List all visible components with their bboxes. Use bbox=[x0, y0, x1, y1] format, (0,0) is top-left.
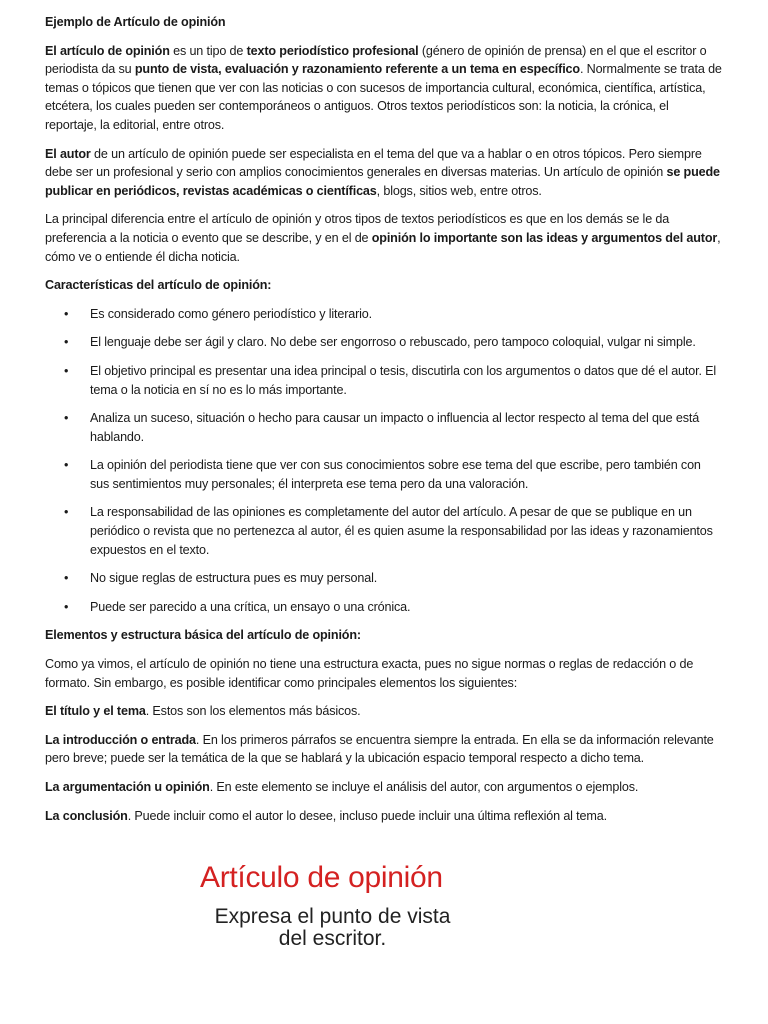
bullet-icon: • bbox=[64, 505, 69, 520]
author-paragraph: El autor de un artículo de opinión puede ser especialista en el tema del que va a hablar o en otros tópicos. Pero siempre debe ser un profesional y serio con amplios conocimientos generales en diversas materias. Un artículo de opinión se puede publicar en periódicos, revistas académicas o científicas, blogs, sitios web, entre otros. bbox=[45, 146, 720, 198]
document-title: Ejemplo de Artículo de opinión bbox=[45, 15, 226, 29]
list-item: • Puede ser parecido a una crítica, un ensayo o una crónica. bbox=[45, 598, 723, 617]
bullet-icon: • bbox=[64, 411, 69, 426]
structure-heading: Elementos y estructura básica del artículo de opinión: bbox=[45, 628, 361, 643]
list-item: • El lenguaje debe ser ágil y claro. No debe ser engorroso o rebuscado, pero tampoco coloquial, vulgar ni simple. bbox=[45, 333, 723, 352]
graphic-subtitle: Expresa el punto de vista del escritor. bbox=[214, 905, 451, 950]
difference-paragraph: La principal diferencia entre el artículo de opinión y otros tipos de textos periodísticos es que en los demás se le da preferencia a la noticia o evento que se describe, y en el de opinión lo importante son las ideas y argumentos del autor, cómo ve o entiende él dicha noticia. bbox=[45, 212, 721, 264]
bullet-icon: • bbox=[64, 335, 69, 350]
features-list bbox=[45, 305, 723, 617]
document-body bbox=[45, 13, 723, 825]
opinion-article-graphic bbox=[200, 860, 520, 950]
bullet-icon: • bbox=[64, 458, 69, 473]
bullet-icon: • bbox=[64, 571, 69, 586]
element-introduction: La introducción o entrada. En los primeros párrafos se encuentra siempre la entrada. En ella se da información relevante pero breve; puede ser la temática de la que se hablará y la ubicación espacio temporal respecto a dicho tema. bbox=[45, 732, 714, 766]
list-item: • La responsabilidad de las opiniones es completamente del autor del artículo. A pesar de que se publique en un periódico o revista que no pertenezca al autor, él es quien asume la responsabilidad por las ideas y razonamientos expuestos en el texto. bbox=[64, 505, 713, 557]
list-item: • Es considerado como género periodístico y literario. bbox=[45, 305, 723, 324]
structure-intro: Como ya vimos, el artículo de opinión no tiene una estructura exacta, pues no sigue normas o reglas de redacción o de formato. Sin embargo, es posible identificar como principales elementos los siguientes: bbox=[45, 657, 694, 690]
features-heading: Características del artículo de opinión: bbox=[45, 278, 272, 293]
bullet-icon: • bbox=[64, 599, 69, 614]
bullet-icon: • bbox=[64, 363, 69, 378]
list-item: • La opinión del periodista tiene que ver con sus conocimientos sobre ese tema del que escribe, pero también con sus sentimientos muy personales; él interpreta ese tema pero da una valoración. bbox=[64, 458, 701, 491]
element-title-theme: El título y el tema. Estos son los elementos más básicos. bbox=[45, 704, 361, 719]
element-argumentation: La argumentación u opinión. En este elemento se incluye el análisis del autor, con argumentos o ejemplos. bbox=[45, 780, 639, 794]
list-item: • El objetivo principal es presentar una idea principal o tesis, discutirla con los argumentos o datos que dé el autor. El tema o la noticia en sí no es lo más importante. bbox=[64, 363, 717, 397]
list-item: • No sigue reglas de estructura pues es muy personal. bbox=[45, 569, 723, 588]
intro-paragraph: El artículo de opinión es un tipo de texto periodístico profesional (género de opinión de prensa) en el que el escritor o periodista da su punto de vista, evaluación y razonamiento referente a un tema en específico. Normalmente se trata de temas o tópicos que tienen que ver con las noticias o con sucesos de importancia cultural, económica, científica, artística, etcétera, los cuales pueden ser contemporáneos o antiguos. Otros textos periodísticos son: la noticia, la crónica, el reportaje, la editorial, entre otros. bbox=[45, 43, 722, 132]
graphic-title: Artículo de opinión bbox=[200, 861, 443, 894]
list-item: • Analiza un suceso, situación o hecho para causar un impacto o influencia al lector respecto al tema del que está hablando. bbox=[64, 411, 700, 444]
bullet-icon: • bbox=[64, 306, 69, 321]
element-conclusion: La conclusión. Puede incluir como el autor lo desee, incluso puede incluir una última reflexión al tema. bbox=[45, 808, 607, 823]
